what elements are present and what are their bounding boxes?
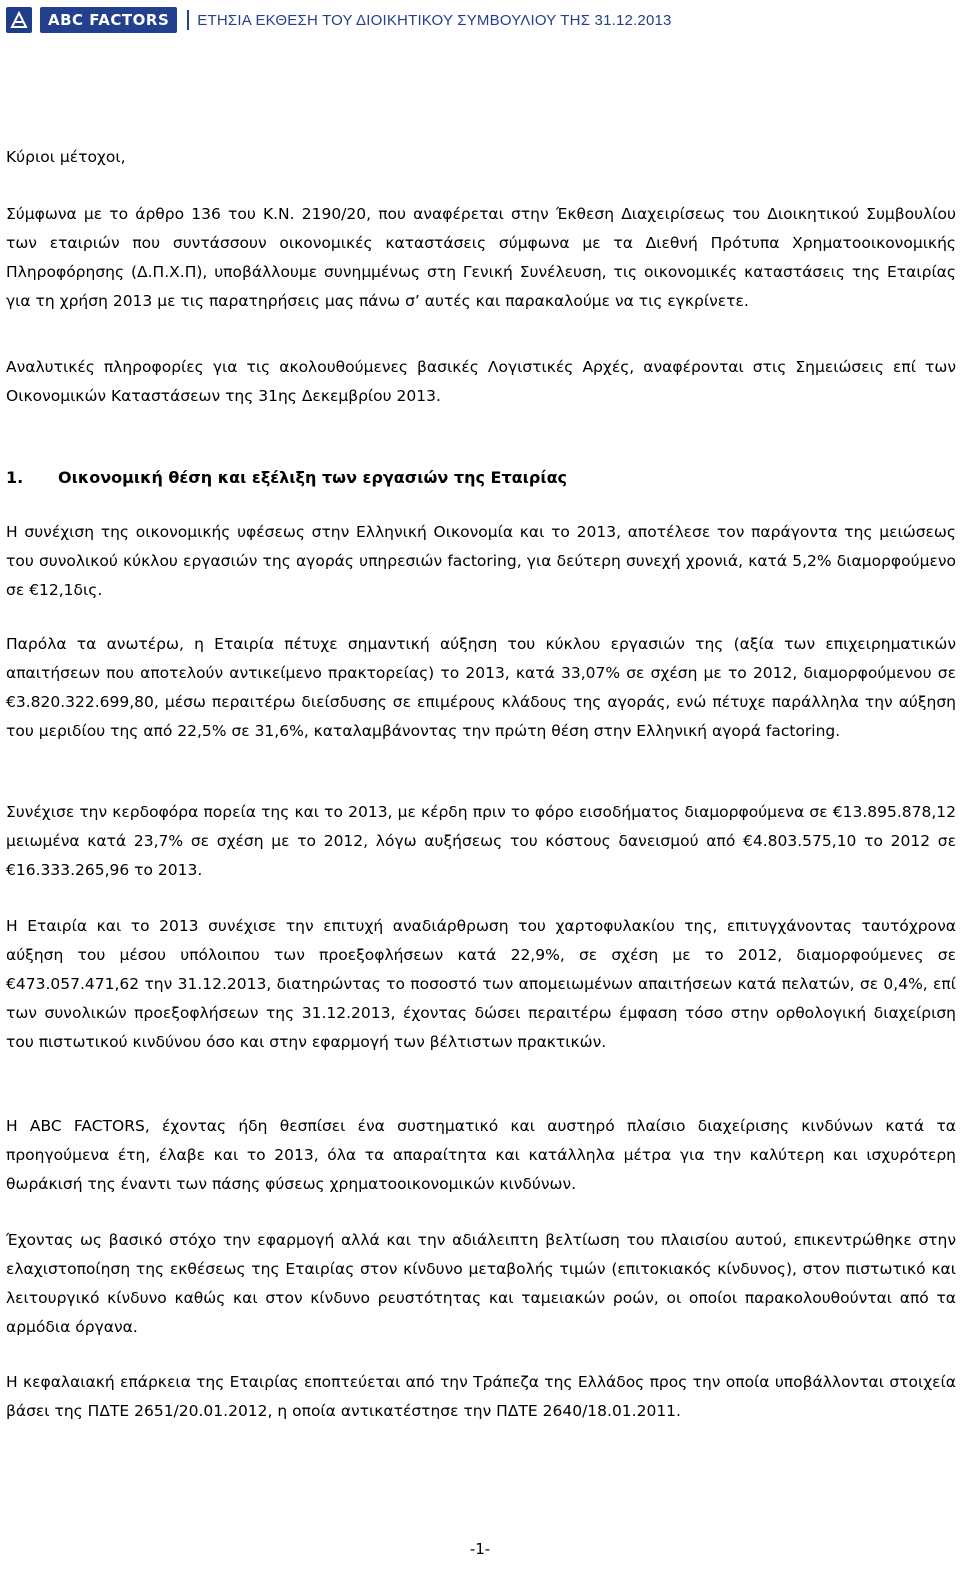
- report-title: ΕΤΗΣΙΑ ΕΚΘΕΣΗ ΤΟΥ ΔΙΟΙΚΗΤΙΚΟΥ ΣΥΜΒΟΥΛΙΟΥ ΤΗΣ 31.12.2013: [197, 11, 672, 29]
- section-number: 1.: [6, 468, 24, 487]
- greeting: Κύριοι μέτοχοι,: [6, 148, 126, 166]
- logo-mark-icon: [6, 7, 32, 33]
- paragraph-risk-framework: Η ABC FACTORS, έχοντας ήδη θεσπίσει ένα συστηματικό και αυστηρό πλαίσιο διαχείρισης κινδύνων κατά τα προηγούμενα έτη, έλαβε και το 2013, όλα τα απαραίτητα και κατάλληλα μέτρα για την καλύτερη και ισχυρότερη θωράκισή της έναντι των πάσης φύσεως χρηματοοικονομικών κινδύνων.: [6, 1117, 956, 1193]
- paragraph-intro: Σύμφωνα με το άρθρο 136 του Κ.Ν. 2190/20, που αναφέρεται στην Έκθεση Διαχειρίσεως του Διοικητικού Συμβουλίου των εταιριών που συντάσσουν οικονομικές καταστάσεις σύμφωνα με τα Διεθνή Πρότυπα Χρηματοοικονομικής Πληροφόρησης (Δ.Π.Χ.Π), υποβάλλουμε συνημμένως στη Γενική Συνέλευση, τις οικονομικές καταστάσεις της Εταιρίας για τη χρήση 2013 με τις παρατηρήσεις μας πάνω σ’ αυτές και παρακαλούμε να τις εγκρίνετε.: [6, 205, 956, 310]
- paragraph-profitability: Συνέχισε την κερδοφόρα πορεία της και το 2013, με κέρδη πριν το φόρο εισοδήματος διαμορφούμενα σε €13.895.878,12 μειωμένα κατά 23,7% σε σχέση με το 2012, λόγω αυξήσεως του κόστους δανεισμού από €4.803.575,10 το 2012 σε €16.333.265,96 το 2013.: [6, 803, 956, 879]
- logo-text: ABC FACTORS: [40, 7, 177, 33]
- section-heading: [6, 463, 567, 492]
- paragraph-turnover: Παρόλα τα ανωτέρω, η Εταιρία πέτυχε σημαντική αύξηση του κύκλου εργασιών της (αξία των επιχειρηματικών απαιτήσεων που αποτελούν αντικείμενο πρακτορείας) το 2013, κατά 33,07% σε σχέση με το 2012, διαμορφούμενου σε €3.820.322.699,80, μέσω περαιτέρω διείσδυσης σε επιμέρους κλάδους της αγοράς, ενώ πέτυχε παράλληλα την αύξηση του μεριδίου της από 22,5% σε 31,6%, καταλαμβάνοντας την πρώτη θέση στην Ελληνική αγορά factoring.: [6, 635, 956, 740]
- paragraph-recession: Η συνέχιση της οικονομικής υφέσεως στην Ελληνική Οικονομία και το 2013, αποτέλεσε τον παράγοντα της μειώσεως του συνολικού κύκλου εργασιών της αγοράς υπηρεσιών factoring, για δεύτερη συνεχή χρονιά, κατά 5,2% διαμορφούμενο σε €12,1δις.: [6, 523, 956, 599]
- section-title: Οικονομική θέση και εξέλιξη των εργασιών της Εταιρίας: [58, 468, 568, 487]
- paragraph-capital-adequacy: Η κεφαλαιακή επάρκεια της Εταιρίας εποπτεύεται από την Τράπεζα της Ελλάδος προς την οποία υποβάλλονται στοιχεία βάσει της ΠΔΤΕ 2651/20.01.2012, η οποία αντικατέστησε την ΠΔΤΕ 2640/18.01.2011.: [6, 1373, 956, 1420]
- page-number: -1-: [469, 1540, 491, 1558]
- paragraph-accounting-principles: Αναλυτικές πληροφορίες για τις ακολουθούμενες βασικές Λογιστικές Αρχές, αναφέρονται στις Σημειώσεις επί των Οικονομικών Καταστάσεων της 31ης Δεκεμβρίου 2013.: [6, 358, 956, 405]
- header-divider: [187, 10, 189, 30]
- paragraph-risk-focus: Έχοντας ως βασικό στόχο την εφαρμογή αλλά και την αδιάλειπτη βελτίωση του πλαισίου αυτού, επικεντρώθηκε στην ελαχιστοποίηση της εκθέσεως της Εταιρίας στον κίνδυνο μεταβολής τιμών (επιτοκιακός κίνδυνος), στον πιστωτικό και λειτουργικό κίνδυνο καθώς και στον κίνδυνο ρευστότητας και ταμειακών ροών, οι οποίοι παρακολουθούνται από τα αρμόδια όργανα.: [6, 1231, 956, 1336]
- page-header: [6, 5, 946, 35]
- company-logo: [6, 6, 177, 34]
- paragraph-portfolio: Η Εταιρία και το 2013 συνέχισε την επιτυχή αναδιάρθρωση του χαρτοφυλακίου της, επιτυγχάνοντας ταυτόχρονα αύξηση του μέσου υπόλοιπου των προεξοφλήσεων κατά 22,9%, σε σχέση με το 2012, διαμορφούμενες σε €473.057.471,62 την 31.12.2013, διατηρώντας το ποσοστό των απομειωμένων απαιτήσεων κατά πελατών, σε 0,4%, επί των συνολικών προεξοφλήσεων της 31.12.2013, έχοντας δώσει περαιτέρω έμφαση τόσο στην ορθολογική διαχείριση του πιστωτικού κινδύνου όσο και στην εφαρμογή των βέλτιστων πρακτικών.: [6, 917, 956, 1051]
